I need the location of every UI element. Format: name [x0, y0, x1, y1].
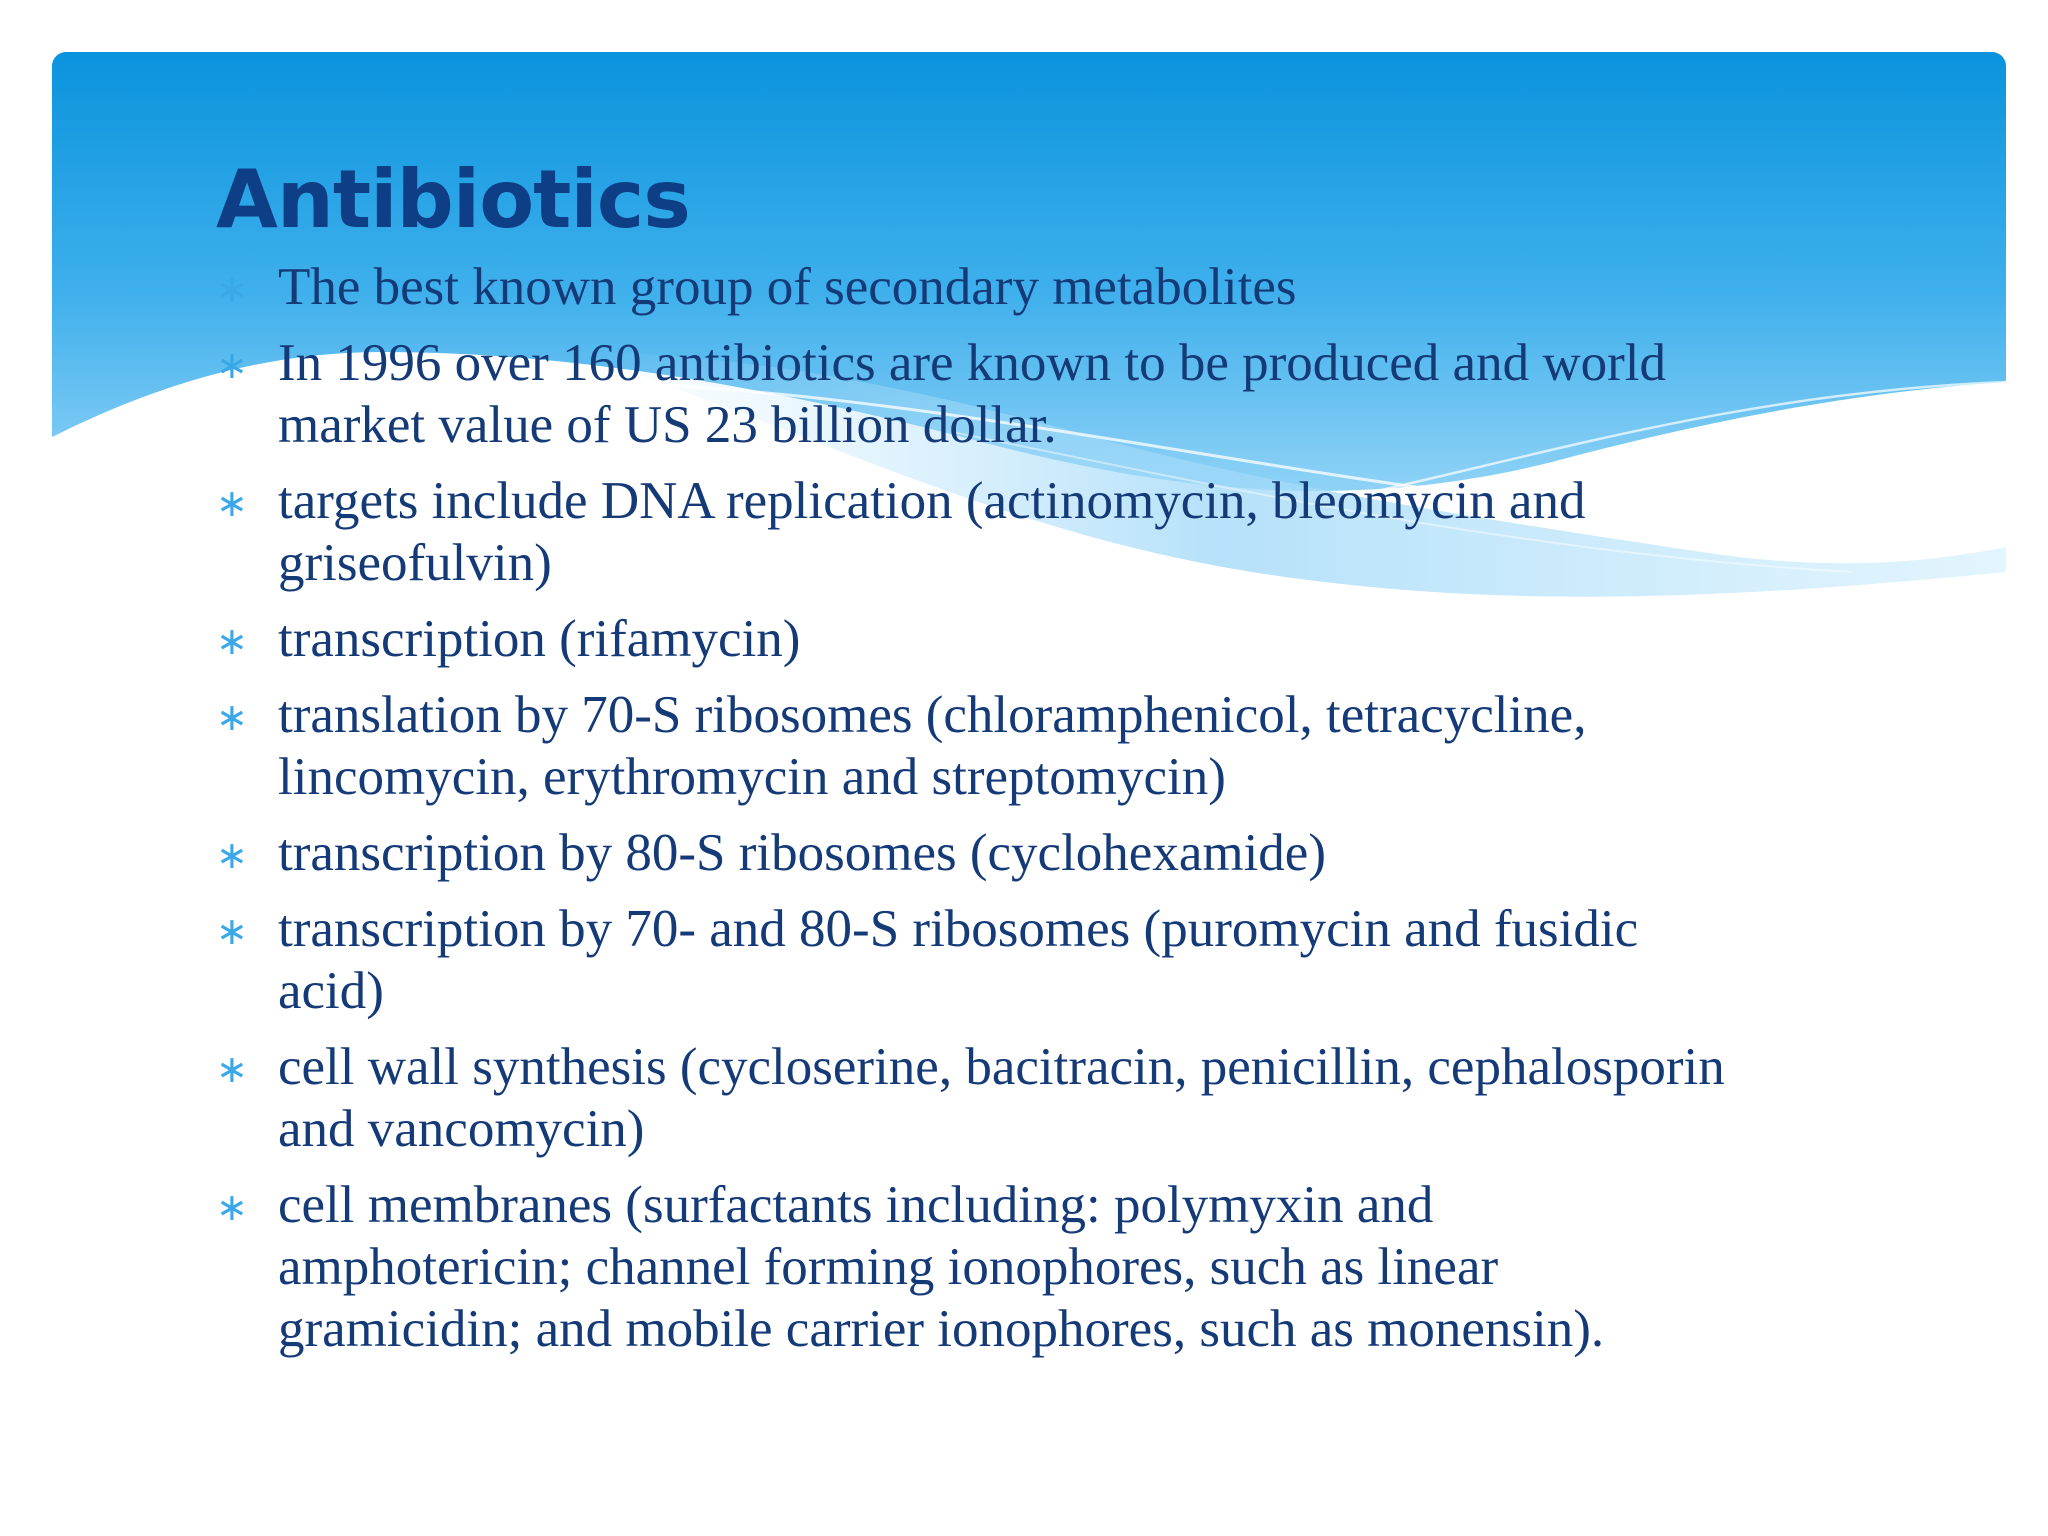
asterisk-bullet-icon: ∗: [216, 909, 248, 953]
bullet-item: [216, 332, 1936, 456]
asterisk-bullet-icon: ∗: [216, 833, 248, 877]
asterisk-bullet-icon: ∗: [216, 1047, 248, 1091]
bullet-text: transcription by 80-S ribosomes (cyclohexamide): [278, 824, 1326, 882]
slide-title: Antibiotics: [216, 153, 690, 246]
bullet-text: cell membranes (surfactants including: polymyxin and amphotericin; channel forming ionophores, such as linear gramicidin; and mobile carrier ionophores, such as monensin).: [278, 1176, 1605, 1358]
asterisk-bullet-icon: ∗: [216, 695, 248, 739]
bullet-text: targets include DNA replication (actinomycin, bleomycin and griseofulvin): [278, 472, 1586, 592]
bullet-item: [216, 822, 1936, 884]
bullet-text: cell wall synthesis (cycloserine, bacitracin, penicillin, cephalosporin and vancomycin): [278, 1038, 1725, 1158]
bullet-list: [216, 256, 1936, 1360]
asterisk-bullet-icon: ∗: [216, 1185, 248, 1229]
bullet-item: [216, 470, 1936, 594]
bullet-text: transcription (rifamycin): [278, 610, 801, 668]
bullet-item: [216, 898, 1936, 1022]
bullet-text: The best known group of secondary metabolites: [278, 258, 1297, 316]
bullet-item: [216, 1036, 1936, 1160]
bullet-text: translation by 70-S ribosomes (chloramphenicol, tetracycline, lincomycin, erythromycin and streptomycin): [278, 686, 1587, 806]
bullet-item: [216, 1174, 1936, 1360]
asterisk-bullet-icon: ∗: [216, 343, 248, 387]
asterisk-bullet-icon: ∗: [216, 267, 248, 311]
bullet-item: [216, 608, 1936, 670]
bullet-item: [216, 684, 1936, 808]
asterisk-bullet-icon: ∗: [216, 481, 248, 525]
slide: [52, 52, 2006, 1536]
asterisk-bullet-icon: ∗: [216, 619, 248, 663]
bullet-text: transcription by 70- and 80-S ribosomes (puromycin and fusidic acid): [278, 900, 1639, 1020]
bullet-item: [216, 256, 1936, 318]
bullet-text: In 1996 over 160 antibiotics are known to be produced and world market value of US 23 billion dollar.: [278, 334, 1666, 454]
